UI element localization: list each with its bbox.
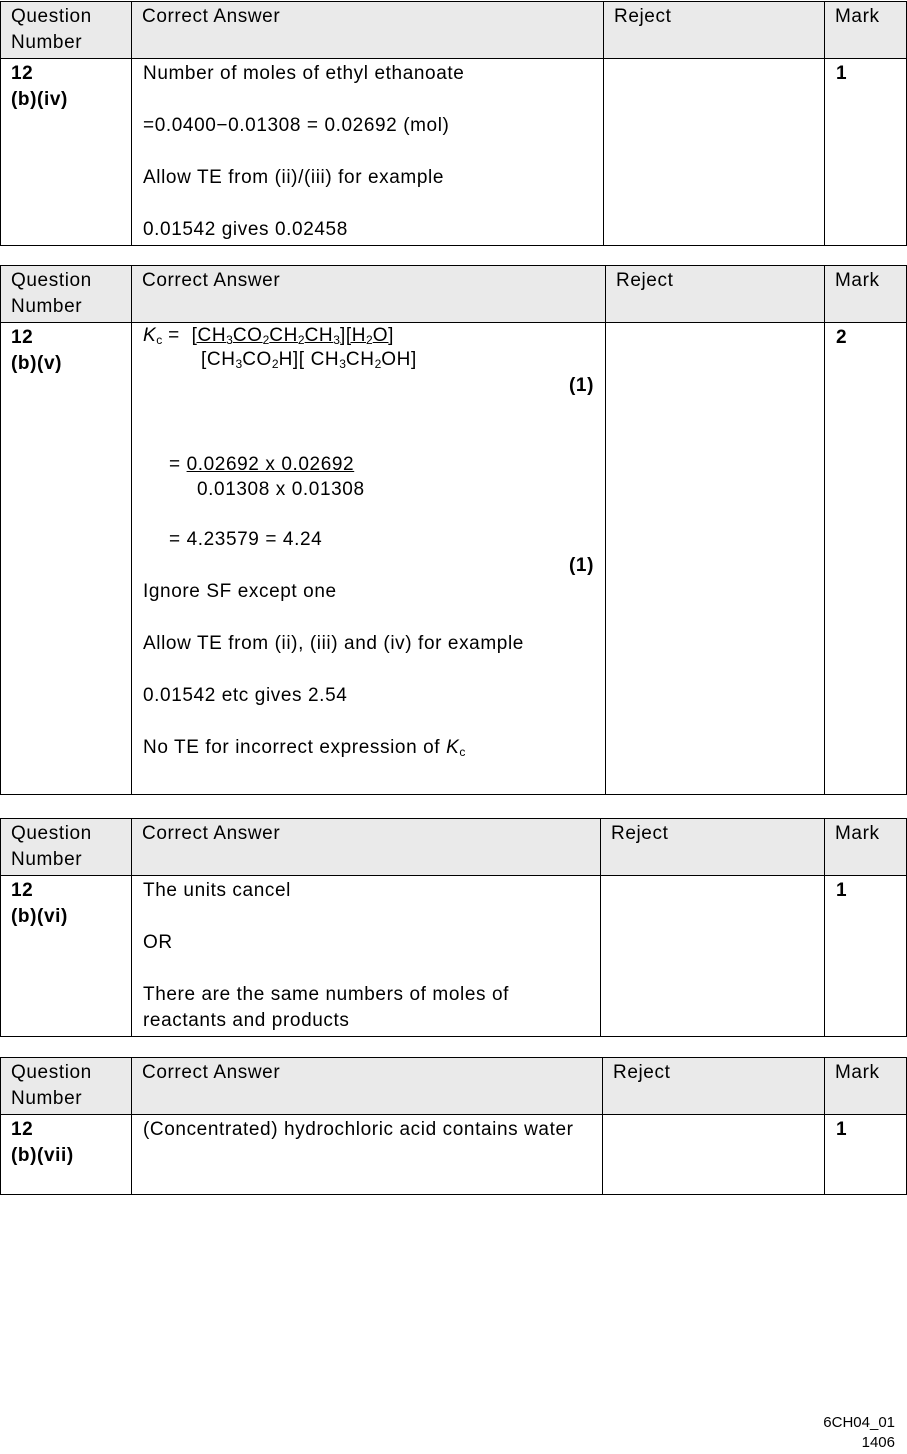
page-footer bbox=[823, 1413, 895, 1453]
answer-line: Number of moles of ethyl ethanoate bbox=[143, 63, 465, 84]
reject-cell bbox=[606, 323, 825, 795]
header-reject: Reject bbox=[606, 266, 825, 323]
table-header-row bbox=[1, 2, 907, 59]
question-number-cell bbox=[1, 323, 132, 795]
table-header-row bbox=[1, 819, 907, 876]
question-part: (b)(vii) bbox=[11, 1145, 74, 1166]
example-note: 0.01542 etc gives 2.54 bbox=[143, 685, 348, 706]
reject-cell bbox=[601, 876, 825, 1037]
markscheme-table-b-vii bbox=[0, 1057, 907, 1195]
mark-cell: 1 bbox=[825, 1115, 907, 1195]
answer-line: The units cancel bbox=[143, 880, 291, 901]
question-number-cell bbox=[1, 876, 132, 1037]
reject-cell bbox=[604, 59, 825, 246]
header-reject: Reject bbox=[601, 819, 825, 876]
markscheme-table-b-iv bbox=[0, 1, 907, 246]
header-reject: Reject bbox=[604, 2, 825, 59]
kc-expression-numerator-line bbox=[143, 325, 594, 347]
answer-line: Allow TE from (ii)/(iii) for example bbox=[143, 167, 445, 188]
kc-equals: = bbox=[162, 325, 186, 346]
kc-subscript: c bbox=[459, 745, 466, 759]
question-number: 12 bbox=[11, 880, 34, 901]
mark-allocation: (1) bbox=[568, 375, 594, 396]
calculation-denominator: 0.01308 x 0.01308 bbox=[197, 479, 365, 500]
header-correct-answer: Correct Answer bbox=[132, 2, 604, 59]
reject-cell bbox=[603, 1115, 825, 1195]
table-row bbox=[1, 876, 907, 1037]
question-number: 12 bbox=[11, 327, 34, 348]
header-question-number: Question Number bbox=[1, 819, 132, 876]
answer-line: 0.01542 gives 0.02458 bbox=[143, 219, 348, 240]
no-te-text: No TE for incorrect expression of bbox=[143, 737, 447, 758]
header-mark: Mark bbox=[825, 2, 907, 59]
answer-line: =0.0400−0.01308 = 0.02692 (mol) bbox=[143, 115, 450, 136]
kc-denominator-line bbox=[143, 347, 594, 373]
question-number-cell bbox=[1, 59, 132, 246]
kc-symbol: K bbox=[446, 737, 460, 758]
allow-te-note: Allow TE from (ii), (iii) and (iv) for example bbox=[143, 633, 524, 654]
kc-numerator-formatted: $[CH_3CO_2CH_2CH_3][H_2O]$ bbox=[191, 325, 394, 347]
answer-line: (Concentrated) hydrochloric acid contains water bbox=[143, 1119, 574, 1140]
kc-symbol: K bbox=[143, 325, 157, 346]
mark-allocation: (1) bbox=[568, 555, 594, 576]
paper-code: 6CH04_01 bbox=[823, 1414, 895, 1431]
mark-cell: 1 bbox=[825, 59, 907, 246]
header-question-number: Question Number bbox=[1, 266, 132, 323]
header-mark: Mark bbox=[825, 819, 907, 876]
correct-answer-cell bbox=[132, 323, 606, 795]
header-question-number: Question Number bbox=[1, 2, 132, 59]
answer-line: OR bbox=[143, 932, 173, 953]
table-header-row bbox=[1, 266, 907, 323]
table-row bbox=[1, 1115, 907, 1195]
correct-answer-cell bbox=[132, 59, 604, 246]
kc-subscript: c bbox=[156, 333, 163, 347]
header-question-number: Question Number bbox=[1, 1058, 132, 1115]
table-row bbox=[1, 323, 907, 795]
mark-cell: 1 bbox=[825, 876, 907, 1037]
answer-line: There are the same numbers of moles of reactants and products bbox=[143, 984, 510, 1031]
ignore-sf-note: Ignore SF except one bbox=[143, 581, 337, 602]
no-te-note bbox=[143, 735, 594, 761]
correct-answer-cell bbox=[132, 1115, 603, 1195]
question-number-cell bbox=[1, 1115, 132, 1195]
header-reject: Reject bbox=[603, 1058, 825, 1115]
calculation-numerator: = 0.02692 x 0.02692 bbox=[169, 454, 355, 475]
header-mark: Mark bbox=[825, 1058, 907, 1115]
header-correct-answer: Correct Answer bbox=[132, 1058, 603, 1115]
calculation-result: = 4.23579 = 4.24 bbox=[169, 529, 323, 550]
header-correct-answer: Correct Answer bbox=[132, 266, 606, 323]
table-header-row bbox=[1, 1058, 907, 1115]
question-number: 12 bbox=[11, 1119, 34, 1140]
header-correct-answer: Correct Answer bbox=[132, 819, 601, 876]
markscheme-table-b-v bbox=[0, 265, 907, 795]
table-row bbox=[1, 59, 907, 246]
kc-denominator-formatted: $[CH_3CO_2H]$[ $CH_3CH_2OH$] bbox=[201, 349, 417, 371]
question-part: (b)(iv) bbox=[11, 89, 68, 110]
question-part: (b)(v) bbox=[11, 353, 63, 374]
correct-answer-cell bbox=[132, 876, 601, 1037]
markscheme-table-b-vi bbox=[0, 818, 907, 1037]
page-code: 1406 bbox=[861, 1434, 895, 1451]
mark-cell: 2 bbox=[825, 323, 907, 795]
question-part: (b)(vi) bbox=[11, 906, 68, 927]
question-number: 12 bbox=[11, 63, 34, 84]
header-mark: Mark bbox=[825, 266, 907, 323]
